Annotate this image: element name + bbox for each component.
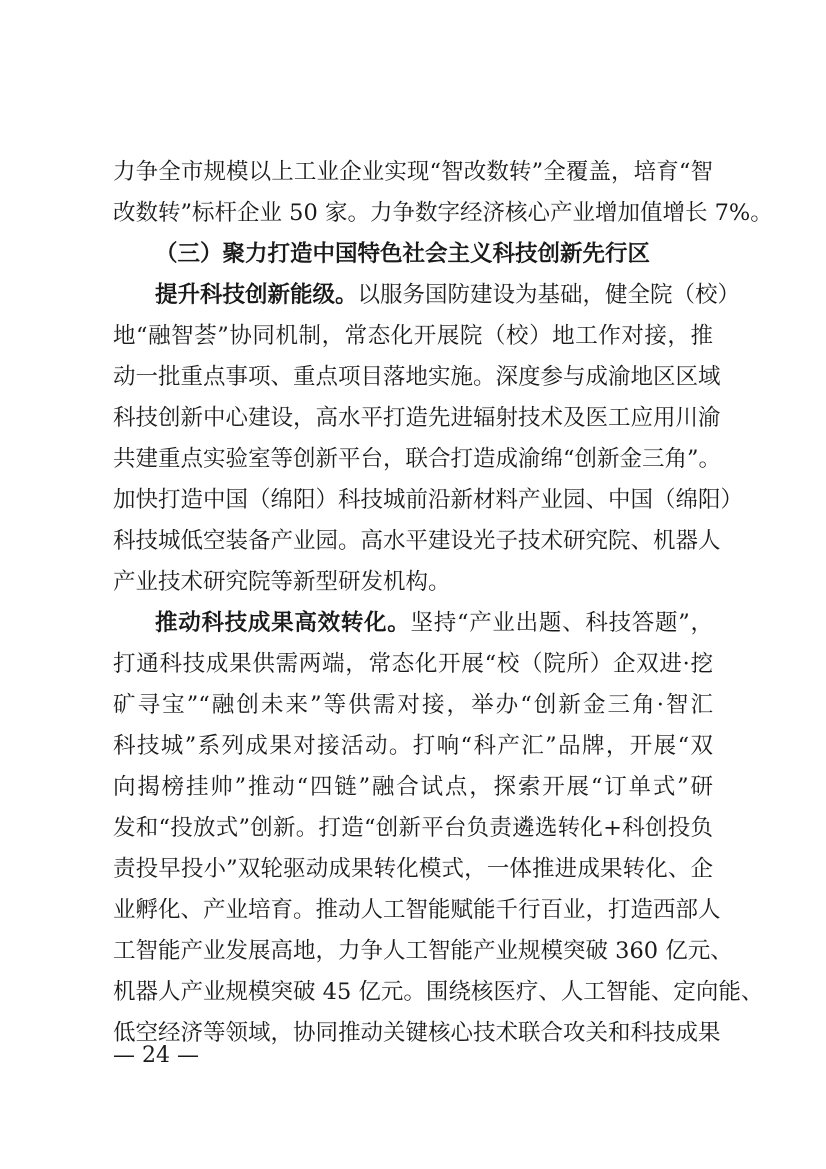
page-number: — 24 — bbox=[113, 1043, 199, 1068]
paragraph-text: 坚持“产业出题、科技答题”， bbox=[410, 610, 713, 636]
paragraph-first-line bbox=[155, 607, 713, 639]
text-line: 科技城低空装备产业园。高水平建设光子技术研究院、机器人 bbox=[113, 528, 721, 554]
paragraph-text: 以服务国防建设为基础，健全院（校） bbox=[357, 282, 741, 308]
text-line: 业孵化、产业培育。推动人工智能赋能千行百业，打造西部人 bbox=[113, 897, 721, 923]
paragraph-first-line bbox=[155, 279, 741, 311]
text-line: 向揭榜挂帅”推动“四链”融合试点，探索开展“订单式”研 bbox=[113, 774, 713, 800]
text-line: 改数转”标杆企业 50 家。力争数字经济核心产业增加值增长 7%。 bbox=[113, 200, 773, 226]
paragraph-lead: 提升科技创新能级。 bbox=[155, 282, 358, 308]
text-line: 地“融智荟”协同机制，常态化开展院（校）地工作对接，推 bbox=[113, 323, 713, 349]
text-line: 产业技术研究院等新型研发机构。 bbox=[113, 569, 451, 595]
text-line: 加快打造中国（绵阳）科技城前沿新材料产业园、中国（绵阳） bbox=[113, 487, 744, 513]
text-line: 机器人产业规模突破 45 亿元。围绕核医疗、人工智能、定向能、 bbox=[113, 979, 764, 1005]
text-line: 低空经济等领域，协同推动关键核心技术联合攻关和科技成果 bbox=[113, 1020, 721, 1046]
paragraph-lead: 推动科技成果高效转化。 bbox=[155, 610, 411, 636]
text-line: 力争全市规模以上工业企业实现“智改数转”全覆盖，培育“智 bbox=[113, 159, 713, 185]
text-line: 责投早投小”双轮驱动成果转化模式，一体推进成果转化、企 bbox=[113, 856, 713, 882]
text-line: 科技创新中心建设，高水平打造先进辐射技术及医工应用川渝 bbox=[113, 405, 721, 431]
text-line: 共建重点实验室等创新平台，联合打造成渝绵“创新金三角”。 bbox=[113, 446, 722, 472]
text-line: 工智能产业发展高地，力争人工智能产业规模突破 360 亿元、 bbox=[113, 938, 733, 964]
text-line: 矿寻宝”“融创未来”等供需对接，举办“创新金三角·智汇 bbox=[113, 692, 713, 718]
section-heading: （三）聚力打造中国特色社会主义科技创新先行区 bbox=[155, 241, 651, 267]
text-line: 打通科技成果供需两端，常态化开展“校（院所）企双进·挖 bbox=[113, 651, 713, 677]
text-line: 动一批重点事项、重点项目落地实施。深度参与成渝地区区域 bbox=[113, 364, 721, 390]
text-line: 科技城”系列成果对接活动。打响“科产汇”品牌，开展“双 bbox=[113, 733, 713, 759]
text-line: 发和“投放式”创新。打造“创新平台负责遴选转化+科创投负 bbox=[113, 815, 713, 841]
